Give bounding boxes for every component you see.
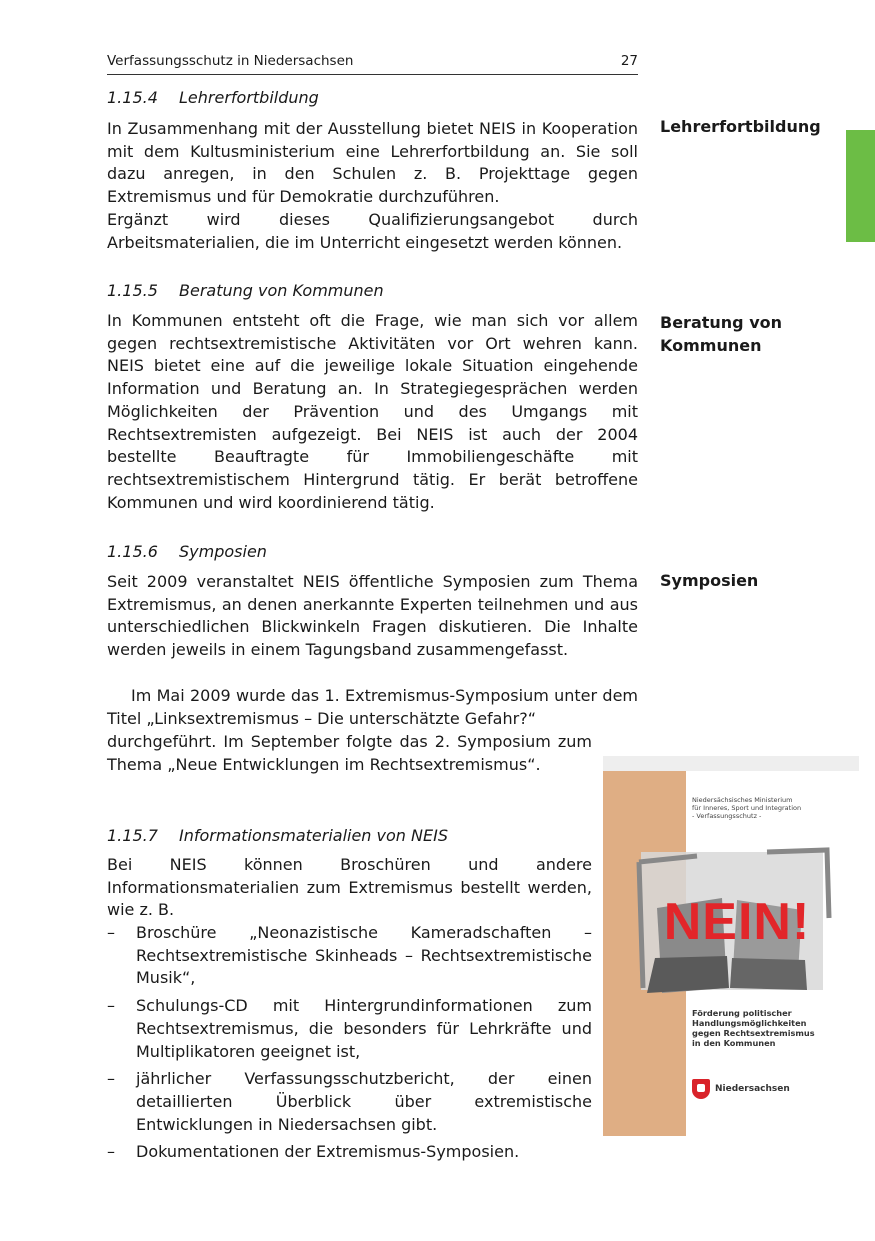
list-item: – Schulungs-CD mit Hintergrundinformationen zum Rechtsextremismus, die besonders für Lehrkräfte und Multiplikatoren geeignet ist, bbox=[107, 995, 592, 1063]
chapter-thumb-tab bbox=[846, 130, 875, 242]
list-item: – jährlicher Verfassungsschutzbericht, der einen detaillierten Überblick über extremistische Entwicklungen in Niedersachsen gibt. bbox=[107, 1068, 592, 1136]
cover-top-strip bbox=[603, 756, 859, 771]
cover-subtitle-line: in den Kommunen bbox=[692, 1038, 776, 1048]
list-item: – Broschüre „Neonazistische Kameradschaften – Rechtsextremistische Skinheads – Rechtsextremistische Musik“, bbox=[107, 922, 592, 990]
brochure-cover-image bbox=[603, 756, 859, 1136]
section-number: 1.15.4 bbox=[107, 88, 158, 107]
cover-ministry-text bbox=[692, 796, 852, 820]
margin-note-line: Beratung von bbox=[660, 313, 782, 332]
paragraph-beratung: In Kommunen entsteht oft die Frage, wie man sich vor allem gegen rechtsextremistische Aktivitäten vor Ort wehren kann. NEIS bietet eine auf die jeweilige lokale Situation eingehende Information und Beratung an. In Strategiegesprächen werden Möglichkeiten der Prävention und des Umgangs mit Rechtsextremisten aufgezeigt. Bei NEIS ist auch der 2004 bestellte Beauftragte für Immobiliengeschäfte mit rechtsextremistischem Hintergrund tätig. Er berät betroffene Kommunen und wird koordinierend tätig. bbox=[107, 311, 638, 512]
running-title: Verfassungsschutz in Niedersachsen bbox=[107, 53, 354, 69]
section-number: 1.15.5 bbox=[107, 281, 158, 300]
right-boot-sole bbox=[730, 958, 807, 990]
cover-ministry-line: für Inneres, Sport und Integration bbox=[692, 804, 802, 812]
paragraph-symposien-2: Im Mai 2009 wurde das 1. Extremismus-Symposium unter dem Titel „Linksextremismus – Die unterschätzte Gefahr?“ bbox=[107, 686, 638, 728]
section-title: Symposien bbox=[179, 542, 267, 561]
paragraph-symposien-3: durchgeführt. Im September folgte das 2. Symposium zum Thema „Neue Entwicklungen im Rechtsextremismus“. bbox=[107, 732, 592, 774]
coat-of-arms-icon bbox=[692, 1079, 710, 1099]
section-number: 1.15.6 bbox=[107, 542, 158, 561]
paragraph-lehrerfortbildung-2: Ergänzt wird dieses Qualifizierungsangebot durch Arbeitsmaterialien, die im Unterricht eingesetzt werden können. bbox=[107, 210, 638, 252]
cover-subtitle-line: gegen Rechtsextremismus bbox=[692, 1028, 815, 1038]
margin-note-symposien: Symposien bbox=[660, 571, 759, 590]
margin-note-line: Kommunen bbox=[660, 335, 762, 355]
section-heading-lehrerfortbildung bbox=[107, 88, 319, 107]
paragraph-symposien-1: Seit 2009 veranstaltet NEIS öffentliche Symposien zum Thema Extremismus, an denen anerkannte Experten teilnehmen und aus unterschiedlichen Blickwinkeln Fragen diskutieren. Die Inhalte werden jeweils in einem Tagungsband zusammengefasst. bbox=[107, 572, 638, 660]
cover-subtitle-line: Förderung politischer bbox=[692, 1008, 792, 1018]
cover-subtitle bbox=[692, 1008, 852, 1048]
section-title: Lehrerfortbildung bbox=[179, 88, 319, 107]
paragraph-informationsmaterialien: Bei NEIS können Broschüren und andere Informationsmaterialien zum Extremismus bestellt werden, wie z. B. bbox=[107, 855, 592, 920]
left-boot-sole bbox=[647, 956, 729, 993]
section-heading-symposien bbox=[107, 542, 267, 561]
cover-ministry-line: - Verfassungsschutz - bbox=[692, 812, 762, 820]
section-number: 1.15.7 bbox=[107, 826, 158, 845]
cover-headline: NEIN! bbox=[663, 893, 811, 951]
page-number: 27 bbox=[620, 53, 638, 69]
section-title: Informationsmaterialien von NEIS bbox=[179, 826, 448, 845]
cover-subtitle-line: Handlungsmöglichkeiten bbox=[692, 1018, 807, 1028]
materials-list bbox=[107, 922, 592, 1169]
section-heading-beratung bbox=[107, 281, 384, 300]
paragraph-lehrerfortbildung-1: In Zusammenhang mit der Ausstellung bietet NEIS in Kooperation mit dem Kultusministerium eine Lehrerfortbildung an. Sie soll dazu anregen, in den Schulen z. B. Projekttage gegen Extremismus und für Demokratie durchzuführen. bbox=[107, 119, 638, 207]
cover-ministry-line: Niedersächsisches Ministerium bbox=[692, 796, 793, 804]
list-item: – Dokumentationen der Extremismus-Symposien. bbox=[107, 1141, 592, 1164]
section-title: Beratung von Kommunen bbox=[179, 281, 384, 300]
margin-note-lehrerfortbildung: Lehrerfortbildung bbox=[660, 117, 821, 136]
section-heading-informationsmaterialien bbox=[107, 826, 448, 845]
margin-note-beratung bbox=[660, 312, 782, 357]
cover-state-name: Niedersachsen bbox=[715, 1084, 790, 1094]
page-header bbox=[107, 52, 638, 75]
